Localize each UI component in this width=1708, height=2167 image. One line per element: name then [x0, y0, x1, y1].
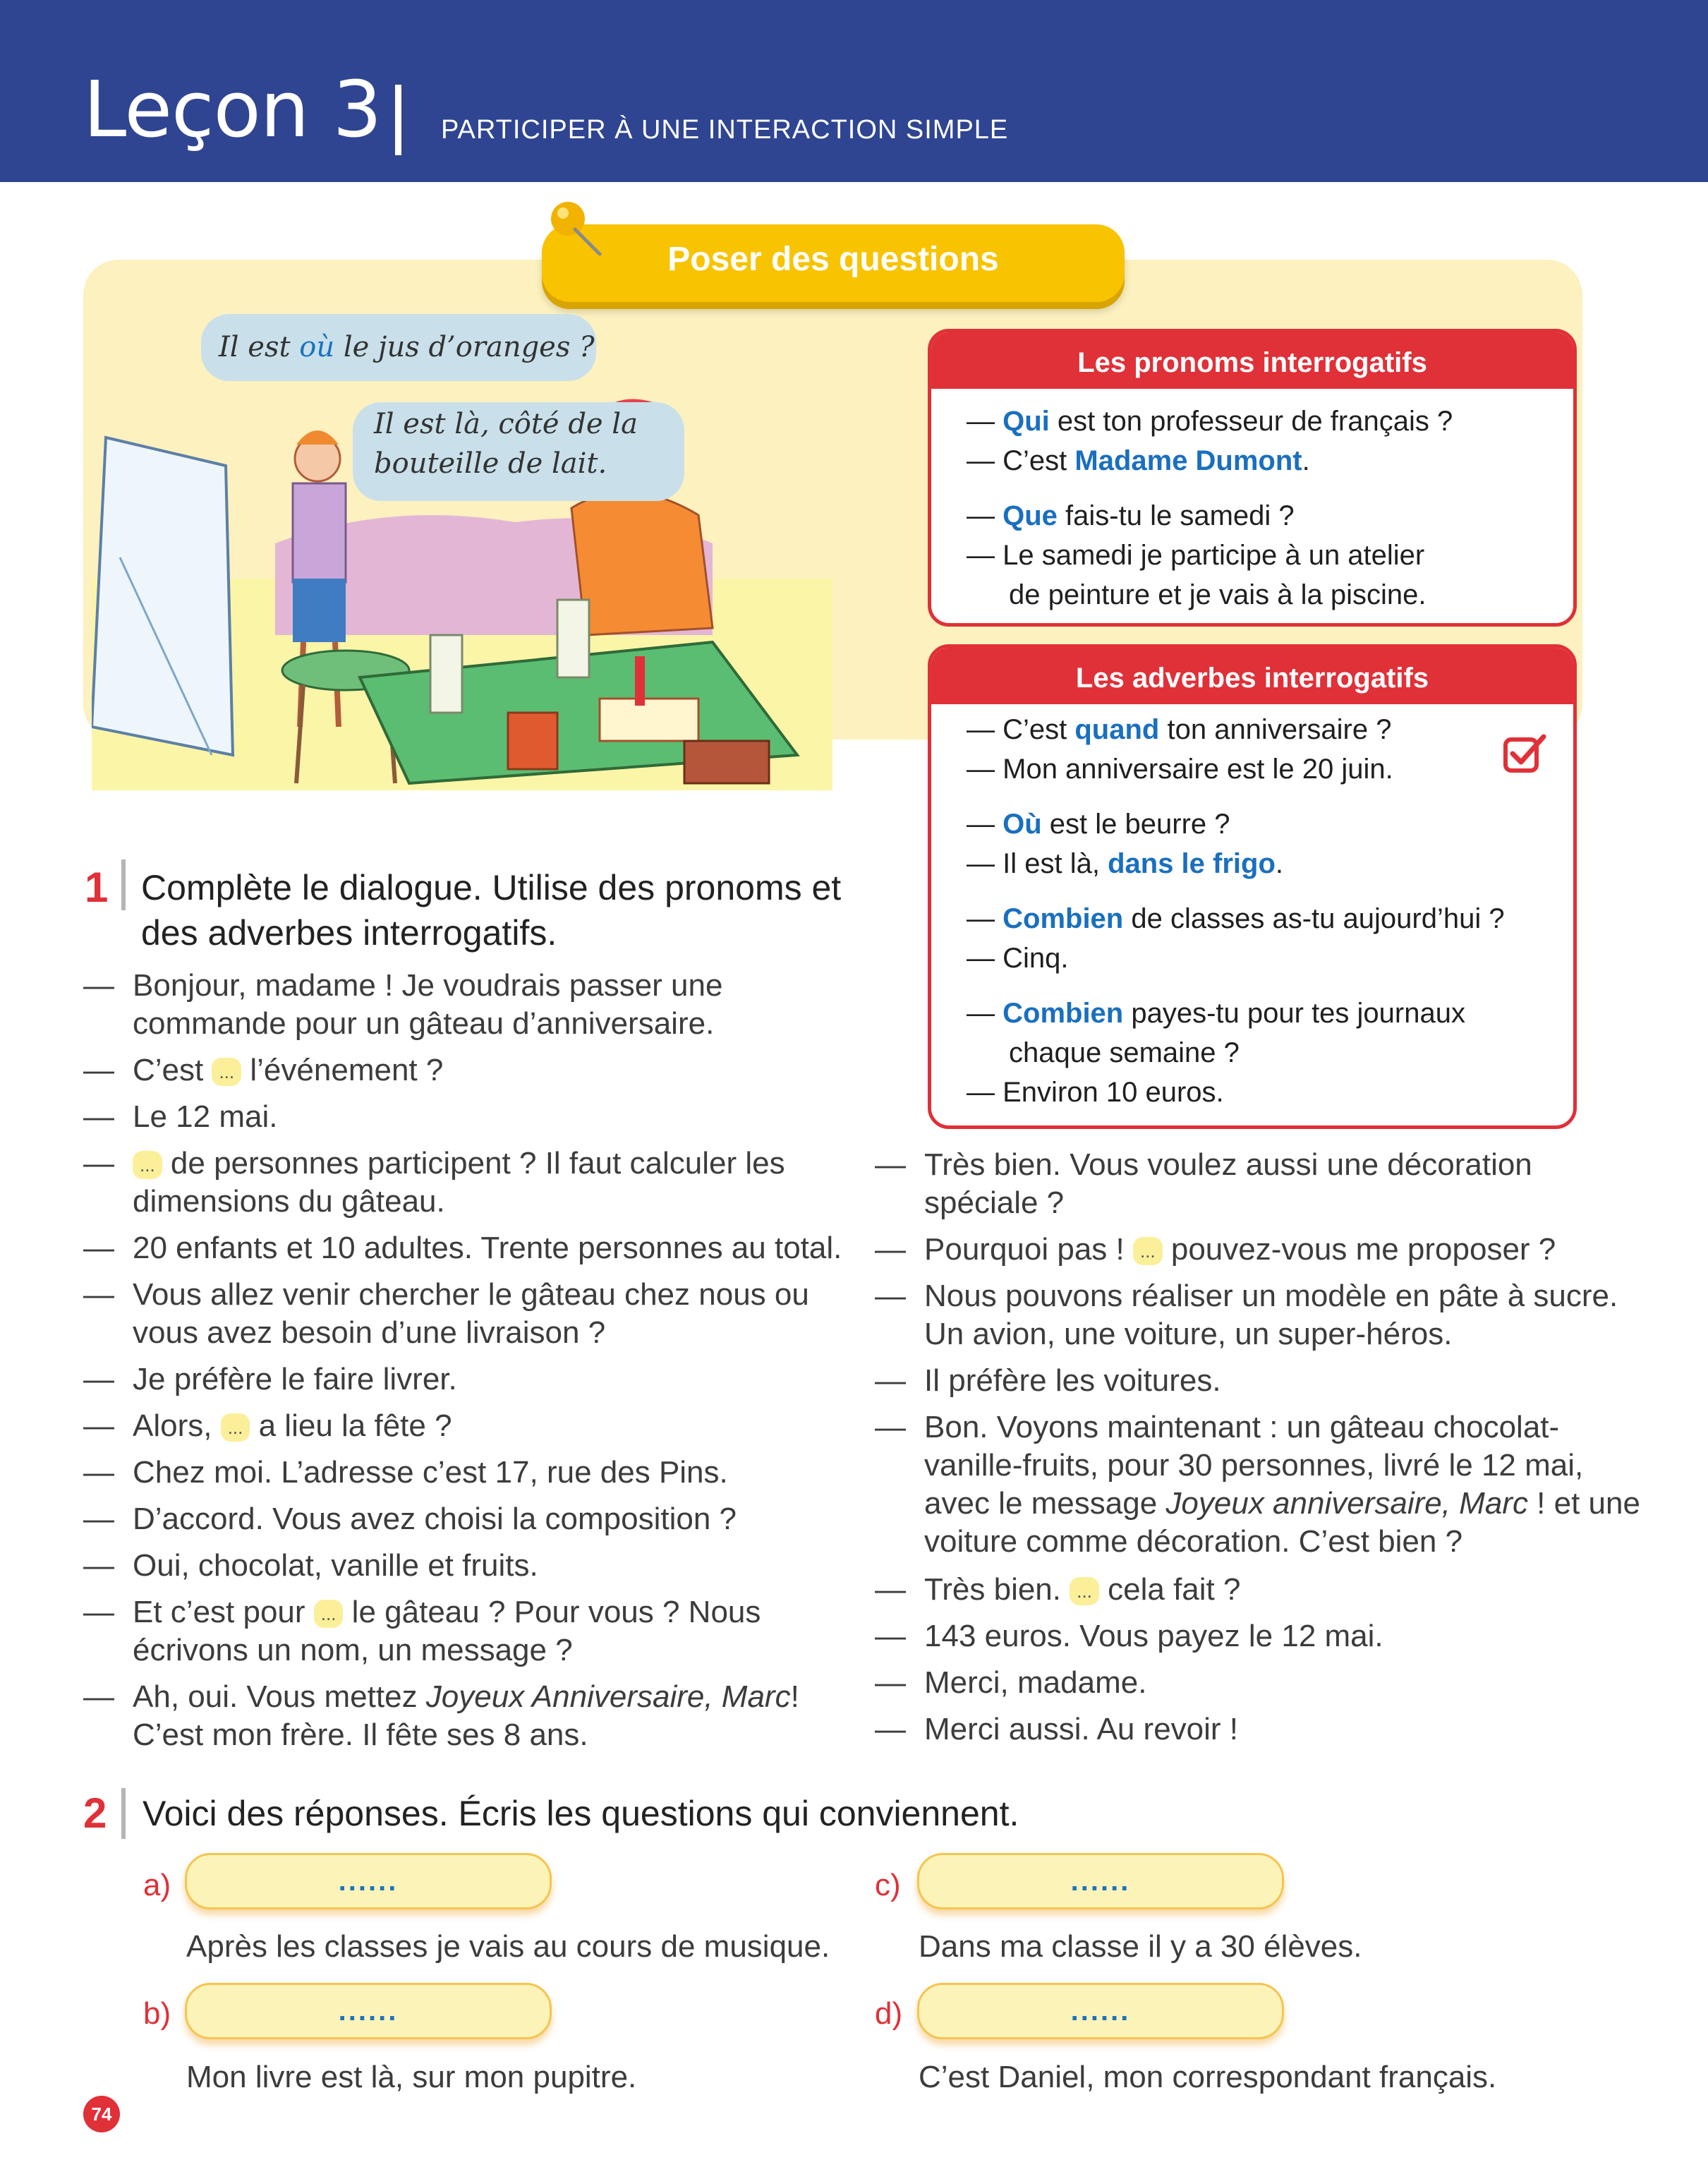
exercise-title: Voici des réponses. Écris les questions qui conviennent. — [143, 1794, 1019, 1833]
exercise-divider — [121, 1788, 126, 1839]
dialogue-line: — Et c’est pour ... le gâteau ? Pour vous ? Nous écrivons un nom, un message ? — [83, 1595, 761, 1667]
speech-bubble-girl-text: Il est là, côté de la bouteille de lait. — [374, 408, 638, 480]
dialogue-line: — Pourquoi pas ! ... pouvez-vous me proposer ? — [875, 1232, 1556, 1267]
example-line: — Que fais-tu le samedi ? — [967, 500, 1295, 531]
dialogue-line: — Bonjour, madame ! Je voudrais passer une commande pour un gâteau d’anniversaire. — [83, 968, 723, 1041]
exercise-divider — [121, 859, 126, 910]
exercise-number: 1 — [85, 864, 109, 911]
pronouns-box — [928, 329, 1577, 627]
answer-field[interactable]: ...... — [185, 1983, 552, 2039]
given-answer: Dans ma classe il y a 30 élèves. — [919, 1929, 1362, 1964]
dialogue-line: — Il préfère les voitures. — [875, 1363, 1221, 1398]
dialogue-line: — Merci, madame. — [875, 1665, 1147, 1700]
option-letter: d) — [875, 1996, 903, 2031]
dialogue-line: — Chez moi. L’adresse c’est 17, rue des Pins. — [83, 1455, 728, 1490]
example-line: — Il est là, dans le frigo. — [967, 848, 1284, 879]
page-number: 74 — [83, 2096, 120, 2132]
exercise-number: 2 — [83, 1789, 107, 1837]
dialogue-line: — Très bien. ... cela fait ? — [875, 1572, 1241, 1607]
given-answer: C’est Daniel, mon correspondant français. — [919, 2060, 1497, 2094]
example-line: — Combien payes-tu pour tes journaux — [967, 998, 1465, 1029]
option-letter: b) — [143, 1996, 171, 2031]
lesson-title: Leçon 3 — [83, 64, 382, 155]
checkbox-checked-icon — [1503, 732, 1548, 773]
dialogue-line: — Très bien. Vous voulez aussi une décoration spéciale ? — [875, 1147, 1532, 1220]
example-line: — Mon anniversaire est le 20 juin. — [967, 754, 1393, 785]
answer-field[interactable]: ...... — [917, 1983, 1284, 2039]
answer-field[interactable]: ...... — [185, 1853, 552, 1909]
dialogue-line: — 20 enfants et 10 adultes. Trente personnes au total. — [83, 1231, 842, 1265]
exercise-title: Complète le dialogue. Utilise des pronoms et des adverbes interrogatifs. — [141, 868, 842, 953]
dialogue-line: — C’est ... l’événement ? — [83, 1053, 444, 1087]
example-line: — Qui est ton professeur de français ? — [967, 406, 1453, 437]
lesson-subtitle: PARTICIPER À UNE INTERACTION SIMPLE — [441, 115, 1009, 145]
dialogue-line: — Merci aussi. Au revoir ! — [875, 1712, 1239, 1746]
speech-bubble-boy-text: Il est où le jus d’oranges ? — [219, 331, 595, 363]
dialogue-line: — Oui, chocolat, vanille et fruits. — [83, 1548, 538, 1583]
dialogue-line: — Bon. Voyons maintenant : un gâteau chocolat- vanille-fruits, pour 30 personnes, livré le 12 mai, avec le message Joyeux anniversaire, Marc ! et une voiture comme décoration. C’est bien ? — [875, 1410, 1640, 1559]
section-title: Poser des questions — [667, 241, 999, 278]
pronouns-box-title: Les pronoms interrogatifs — [931, 332, 1573, 389]
example-line: — Le samedi je participe à un atelier — [967, 540, 1425, 571]
given-answer: Mon livre est là, sur mon pupitre. — [186, 2060, 637, 2094]
blank-field[interactable]: ... — [221, 1413, 250, 1442]
blank-field[interactable]: ... — [1070, 1577, 1099, 1605]
example-line: — Cinq. — [967, 943, 1069, 974]
dialogue-line: — Ah, oui. Vous mettez Joyeux Anniversaire, Marc! C’est mon frère. Il fête ses 8 ans. — [83, 1679, 799, 1752]
dialogue-line: — D’accord. Vous avez choisi la composition ? — [83, 1502, 737, 1536]
dialogue-line: — Le 12 mai. — [83, 1099, 278, 1134]
dialogue-line: — Alors, ... a lieu la fête ? — [83, 1408, 452, 1443]
dialogue-line: — 143 euros. Vous payez le 12 mai. — [875, 1619, 1383, 1653]
option-letter: c) — [875, 1868, 901, 1902]
header-separator — [395, 85, 401, 155]
answer-field[interactable]: ...... — [917, 1853, 1284, 1909]
example-line: chaque semaine ? — [1009, 1037, 1240, 1068]
blank-field[interactable]: ... — [314, 1600, 344, 1628]
blank-field[interactable]: ... — [212, 1058, 241, 1086]
option-letter: a) — [143, 1868, 171, 1902]
example-line: — Environ 10 euros. — [967, 1077, 1224, 1108]
example-line: — C’est Madame Dumont. — [967, 445, 1310, 476]
example-line: — Combien de classes as-tu aujourd’hui ? — [967, 903, 1505, 934]
given-answer: Après les classes je vais au cours de musique. — [186, 1929, 830, 1964]
adverbs-box-title: Les adverbes interrogatifs — [931, 648, 1573, 704]
blank-field[interactable]: ... — [133, 1151, 162, 1179]
dialogue-line: — Vous allez venir chercher le gâteau chez nous ou vous avez besoin d’une livraison ? — [83, 1277, 809, 1350]
example-line: de peinture et je vais à la piscine. — [1009, 579, 1427, 610]
adverbs-box — [928, 644, 1577, 1129]
blank-field[interactable]: ... — [1133, 1237, 1163, 1265]
dialogue-line: — ... de personnes participent ? Il faut calculer les dimensions du gâteau. — [83, 1146, 785, 1219]
pushpin-icon — [543, 198, 614, 261]
example-line: — C’est quand ton anniversaire ? — [967, 714, 1392, 745]
dialogue-line: — Je préfère le faire livrer. — [83, 1362, 457, 1396]
example-line: — Où est le beurre ? — [967, 809, 1230, 840]
dialogue-line: — Nous pouvons réaliser un modèle en pâte à sucre. Un avion, une voiture, un super-héros. — [875, 1279, 1618, 1351]
